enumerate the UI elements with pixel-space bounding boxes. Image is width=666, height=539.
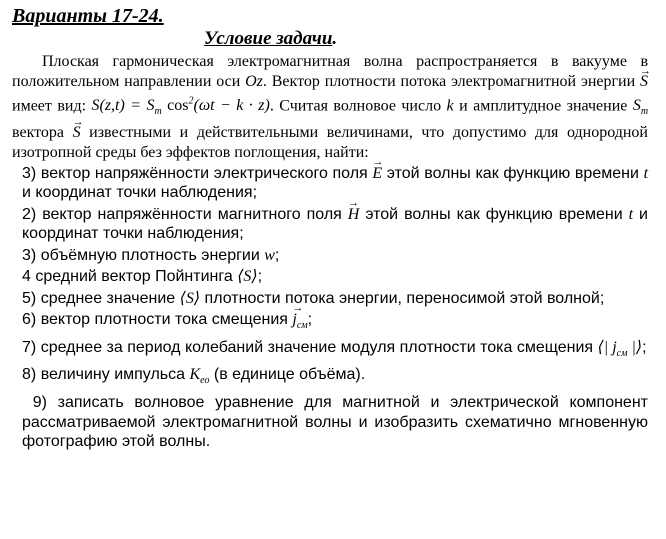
task-text: записать волновое уравнение для магнитной и электрической компонент рассматриваемой электромагнитной волны и изобразить схематично мгновенную фотографию этой волны. [22,394,648,451]
task-text: этой волны как функцию времени [382,164,644,182]
task-text: ; [642,338,647,356]
variant-heading: Варианты 17-24. [12,5,164,27]
intro-text-4: . Считая волновое число [269,97,447,115]
task-item [22,267,648,287]
task-num: 4 [22,268,31,286]
condition-title-text: Условие задачи [204,28,333,49]
task-item [22,205,648,244]
formula-lhs: S(z,t) = S [91,97,155,115]
task-text: этой волны как функцию времени [359,205,629,223]
task-num: 5) [22,289,37,307]
task-num: 6) [22,311,37,329]
task-num: 2) [22,205,37,223]
intro-text-1: Плоская гармоническая электромагнитная волна распространяется в вакууме в положительном направлении оси [12,53,648,90]
amplitude-sm [632,97,649,118]
symbol-mean-j-sub: см [616,347,628,359]
intro-text-7: известными и действительными величинами, что допустимо для однородной изотропной среды без эффектов поглощения, найти: [12,123,648,161]
task-text: объёмную плотность энергии [40,246,265,264]
symbol-h: → H [348,205,360,225]
task-text: и координат точки наблюдения; [22,184,258,202]
task-num: 9) [32,394,47,412]
symbol-mean-j-tail: |⟩ [627,338,643,356]
task-item [22,246,648,266]
condition-title: Условие задачи. [204,28,338,49]
task-num: 3) [22,164,37,182]
symbol-j-letter: j [292,311,297,329]
formula-sub: m [154,106,162,118]
wavenumber-k: k [446,97,454,115]
vector-s-symbol: → S [640,72,648,92]
task-text: величину импульса [40,366,190,384]
symbol-k: K [189,366,201,384]
formula-cos: cos [161,97,189,115]
symbol-e: → E [372,164,382,184]
formula-power: 2 [188,96,194,107]
symbol-w: w [264,246,275,264]
task-num: 3) [22,246,37,264]
intro-text-2: . Вектор плотности потока электромагнитной энергии [262,73,641,90]
task-item [22,164,648,203]
intro-text-5: и амплитудное значение [453,97,633,115]
task-text: вектор напряжённости электрического поля [40,164,373,182]
task-text: средний вектор Пойнтинга [35,268,238,286]
symbol-j [292,310,296,330]
formula [91,96,270,118]
task-num: 8) [22,366,37,384]
symbol-mean-s: ⟨S⟩ [179,289,201,307]
task-text: ; [274,246,280,264]
task-item [22,289,648,309]
amplitude-sub: m [640,106,649,118]
vector-s-symbol-2: → S [73,123,81,143]
symbol-t: t [643,164,649,182]
task-num: 7) [22,338,37,356]
task-text: и координат точки наблюдения; [22,205,648,243]
task-text: среднее значение [40,289,180,307]
task-item [22,365,648,391]
document-page [12,4,648,454]
intro-text-6: вектора [12,123,73,141]
symbol-j-sub: см [296,320,308,332]
task-item [22,338,648,364]
intro-text-3: имеет вид: [12,97,92,115]
task-text: плотности потока энергии, переносимой этой волной; [200,289,605,307]
symbol-mean-j: ⟨| j [597,338,617,356]
task-item [22,310,648,336]
amplitude-s: S [632,97,641,115]
symbol-mean-poynting: ⟨S⟩ [237,268,258,286]
task-text: ; [307,311,313,329]
task-item [22,393,648,452]
symbol-k-sub: ео [200,375,210,387]
task-list [22,164,648,452]
problem-statement [12,52,648,163]
task-text: среднее за период колебаний значение модуля плотности тока смещения [40,338,598,356]
symbol-t: t [628,205,634,223]
task-text: вектор плотности тока смещения [40,311,293,329]
axis-oz: Oz [245,73,263,90]
task-text: (в единице объёма). [209,366,366,384]
task-text: вектор напряжённости магнитного поля [42,205,348,223]
task-text: ; [257,268,263,286]
formula-arg: (ωt − k · z) [193,97,270,115]
